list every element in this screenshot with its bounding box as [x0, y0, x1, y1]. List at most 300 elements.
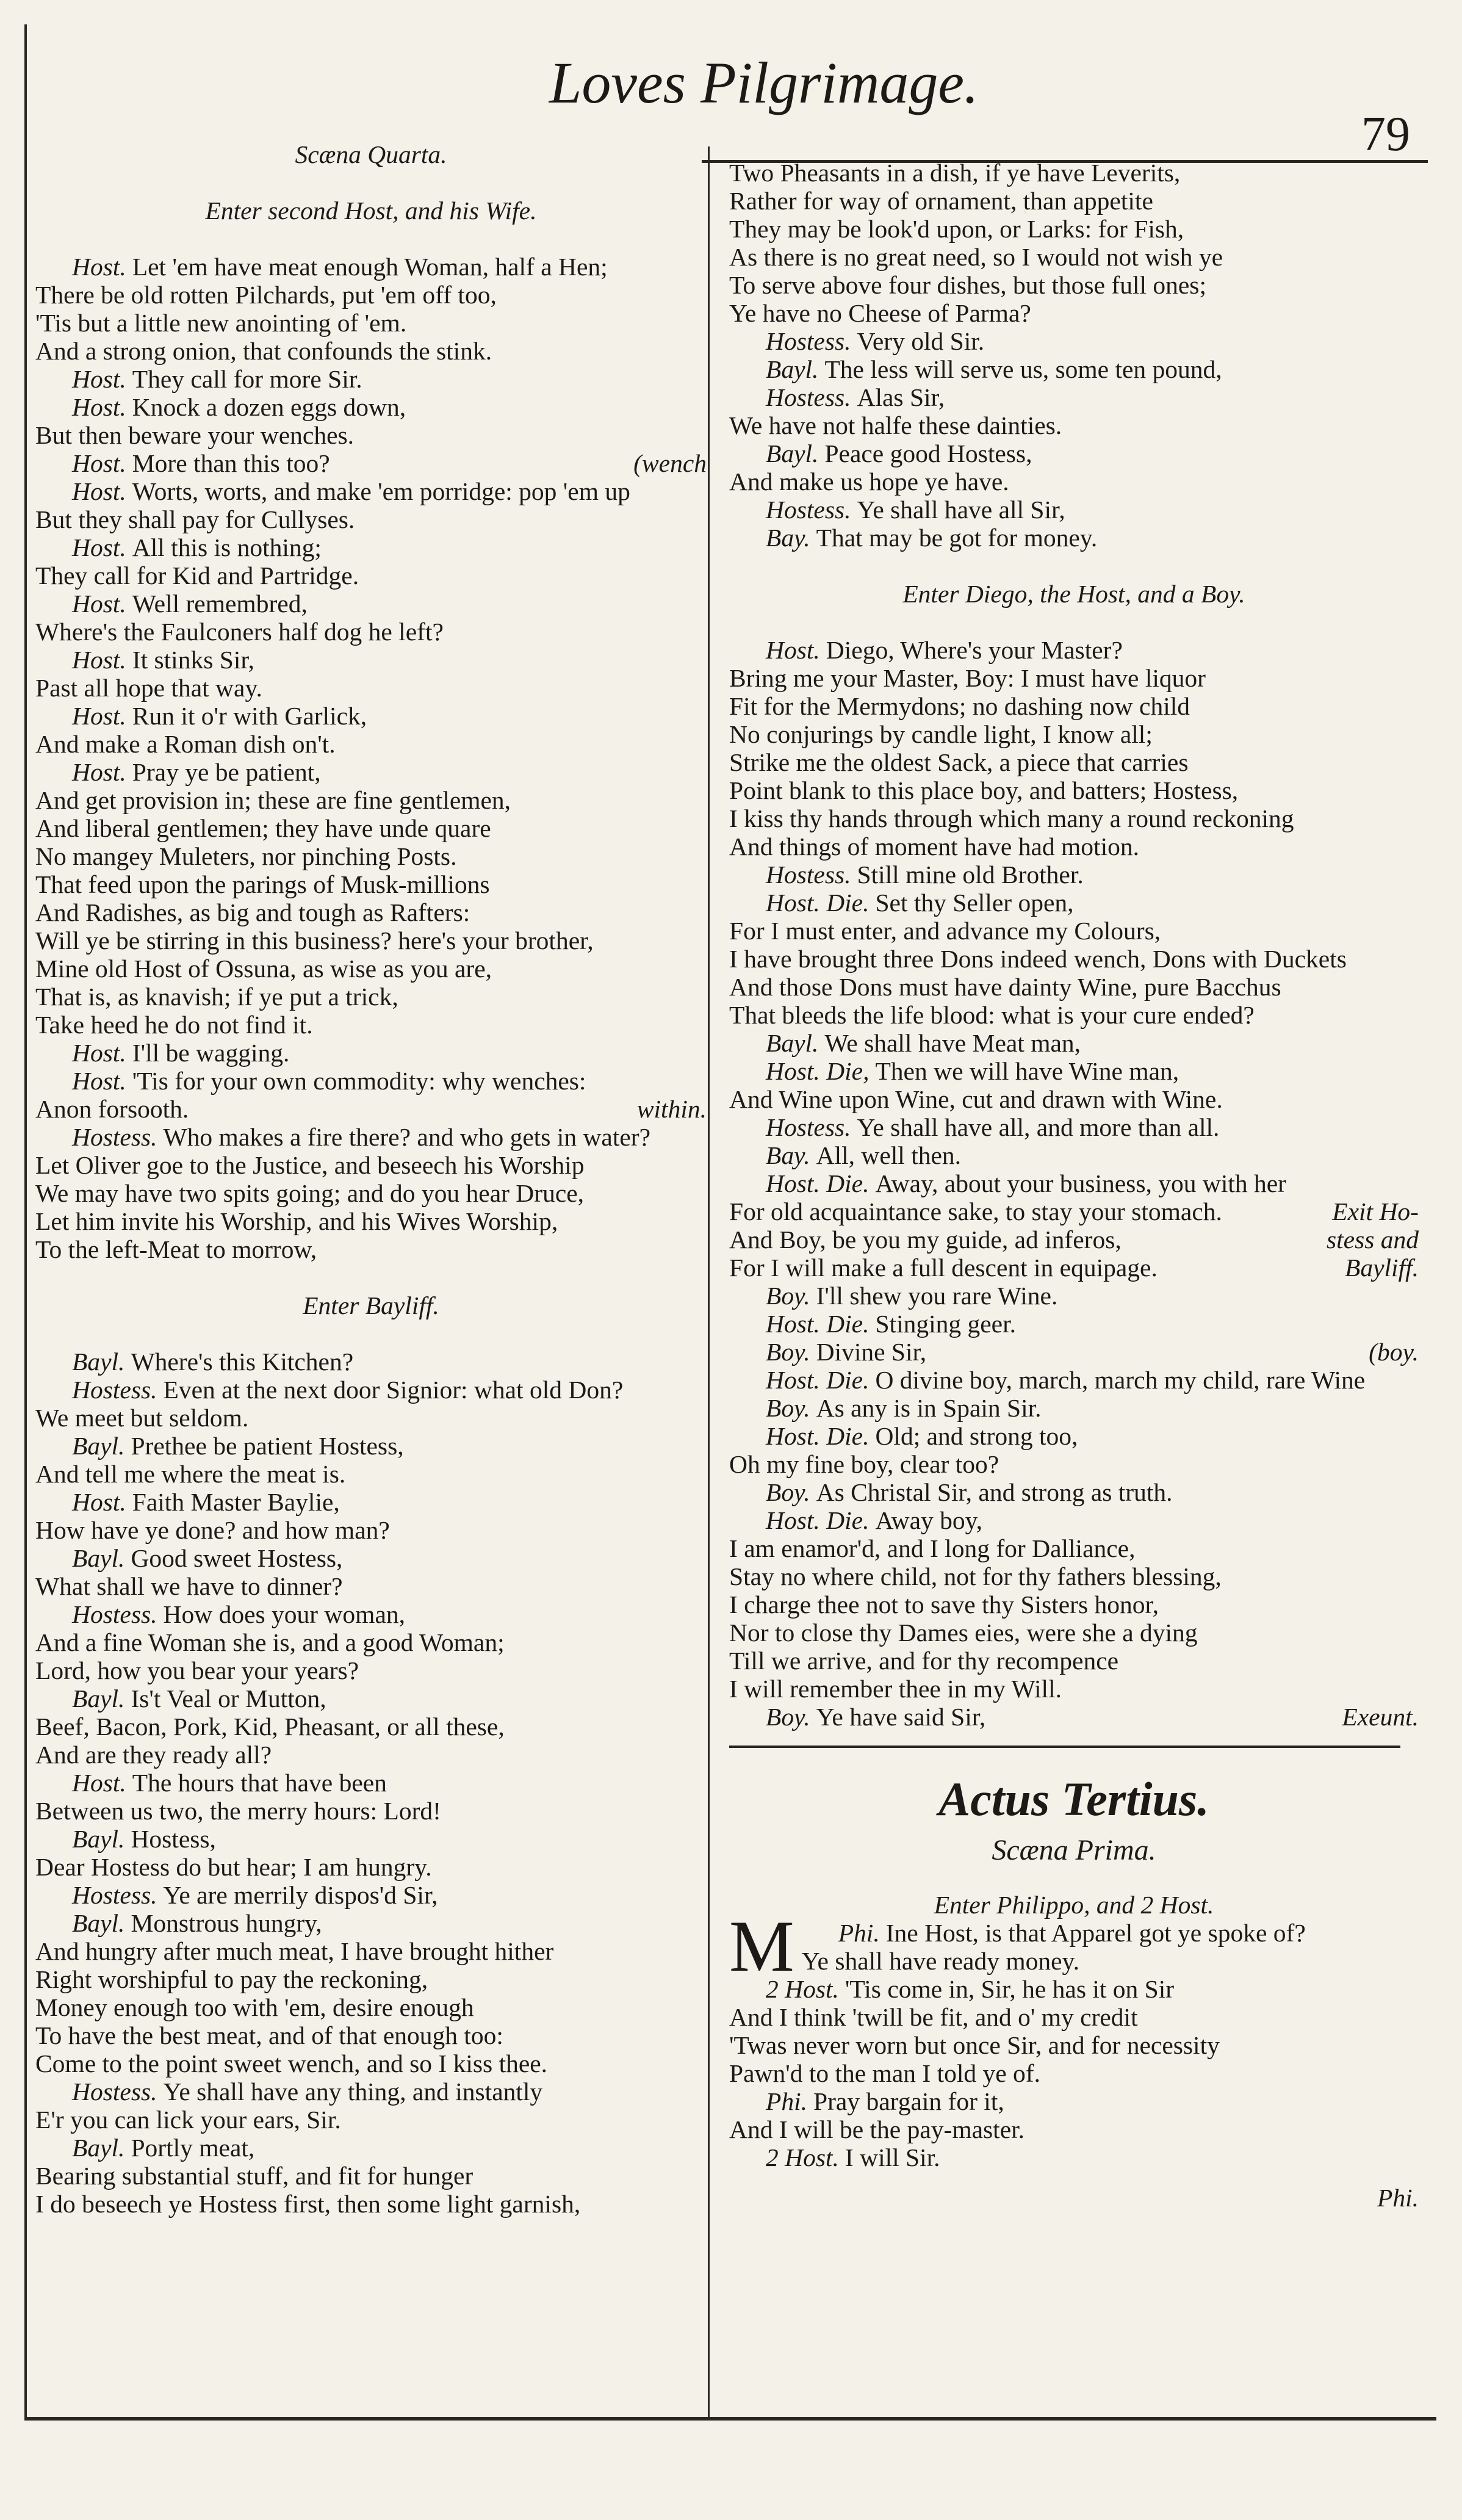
speech-line: [35, 1544, 707, 1572]
line-text: Let him invite his Worship, and his Wives Worship,: [35, 1207, 558, 1235]
line-text: And hungry after much meat, I have brought hither: [35, 1937, 554, 1965]
line-text: Worts, worts, and make 'em porridge: pop 'em up: [132, 477, 630, 505]
verse-line: [729, 1085, 1419, 1113]
verse-line: [729, 917, 1419, 945]
column-divider: [708, 146, 710, 2417]
spacer: [35, 225, 707, 253]
speaker-name: Phi.: [838, 1919, 880, 1947]
line-text: That is, as knavish; if ye put a trick,: [35, 983, 398, 1011]
speaker-name: Host.: [72, 702, 126, 730]
page-number: 79: [1361, 107, 1410, 161]
verse-line: [729, 1450, 1419, 1478]
verse-line: [729, 187, 1419, 215]
speech-line: [35, 1684, 707, 1713]
speaker-name: Hostess.: [766, 327, 851, 355]
verse-line: [729, 832, 1419, 861]
verse-line: [35, 1628, 707, 1656]
line-text: No conjurings by candle light, I know all;: [729, 720, 1153, 748]
line-text: Very old Sir.: [857, 327, 985, 355]
line-text: I kiss thy hands through which many a round reckoning: [729, 804, 1294, 832]
line-text: We may have two spits going; and do you hear Druce,: [35, 1179, 585, 1207]
line-text: Alas Sir,: [857, 383, 945, 411]
spacer: [729, 608, 1419, 636]
line-text: That bleeds the life blood: what is your cure ended?: [729, 1001, 1255, 1029]
spacer: [35, 1263, 707, 1291]
speaker-name: Hostess.: [72, 1600, 157, 1628]
line-text: And are they ready all?: [35, 1741, 272, 1769]
speaker-name: Bay.: [766, 1141, 810, 1169]
line-text: And tell me where the meat is.: [35, 1460, 346, 1488]
speech-line: [729, 889, 1419, 917]
speech-line: [729, 327, 1419, 355]
verse-line: [729, 2115, 1419, 2143]
line-text: O divine boy, march, march my child, rare Wine: [875, 1366, 1366, 1394]
line-text: For I must enter, and advance my Colours,: [729, 917, 1161, 945]
line-text: Come to the point sweet wench, and so I kiss thee.: [35, 2049, 548, 2078]
speaker-name: Bay.: [766, 524, 810, 552]
verse-line: [729, 1619, 1419, 1647]
line-text: Then we will have Wine man,: [875, 1057, 1179, 1085]
running-title: Loves Pilgrimage.: [549, 50, 979, 115]
margin-note: (boy.: [1369, 1338, 1419, 1366]
line-text: As there is no great need, so I would not wish ye: [729, 243, 1223, 271]
speech-line: [729, 1506, 1419, 1534]
line-text: They call for Kid and Partridge.: [35, 561, 359, 590]
line-text: And a strong onion, that confounds the stink.: [35, 337, 492, 365]
speech-line: [35, 1488, 707, 1516]
line-text: We meet but seldom.: [35, 1404, 249, 1432]
speech-line: [35, 1909, 707, 1937]
line-text: 'Tis but a little new anointing of 'em.: [35, 309, 407, 337]
line-text: We shall have Meat man,: [824, 1029, 1081, 1057]
line-text: And liberal gentlemen; they have unde quare: [35, 814, 491, 842]
line-text: Point blank to this place boy, and batters; Hostess,: [729, 776, 1239, 804]
line-text: Between us two, the merry hours: Lord!: [35, 1797, 441, 1825]
line-text: Bring me your Master, Boy: I must have liquor: [729, 664, 1206, 692]
line-text: Stay no where child, not for thy fathers blessing,: [729, 1562, 1222, 1590]
speaker-name: Host.: [72, 1067, 126, 1095]
line-text: Will ye be stirring in this business? here's your brother,: [35, 926, 594, 955]
line-text: I will remember thee in my Will.: [729, 1675, 1062, 1703]
line-text: Rather for way of ornament, than appetite: [729, 187, 1153, 215]
speech-line: [35, 1067, 707, 1095]
verse-line: [35, 842, 707, 870]
line-text: Monstrous hungry,: [131, 1909, 322, 1937]
speaker-name: 2 Host.: [766, 1975, 839, 2003]
verse-line: [35, 2106, 707, 2134]
line-text: Oh my fine boy, clear too?: [729, 1450, 999, 1478]
line-text: That feed upon the parings of Musk-millions: [35, 870, 490, 898]
speech-line: [35, 646, 707, 674]
line-text: And make a Roman dish on't.: [35, 730, 336, 758]
stage-direction: Enter Philippo, and 2 Host.: [934, 1891, 1214, 1919]
line-text: Away boy,: [875, 1506, 983, 1534]
line-text: I have brought three Dons indeed wench, Dons with Duckets: [729, 945, 1347, 973]
line-text: Ye are merrily dispos'd Sir,: [163, 1881, 438, 1909]
line-text: As any is in Spain Sir.: [816, 1394, 1042, 1422]
speaker-name: Bayl.: [72, 1909, 125, 1937]
verse-line: [35, 2049, 707, 2078]
line-text: I charge thee not to save thy Sisters honor,: [729, 1590, 1159, 1619]
right-column: [729, 159, 1419, 2212]
line-text: And I will be the pay-master.: [729, 2115, 1025, 2143]
speaker-name: Bayl.: [72, 1348, 125, 1376]
speech-line: [729, 2087, 1419, 2115]
line-text: Ye shall have ready money.: [801, 1947, 1079, 1975]
line-text: Ye have said Sir,: [816, 1703, 986, 1731]
line-text: Set thy Seller open,: [875, 889, 1074, 917]
line-text: How have ye done? and how man?: [35, 1516, 390, 1544]
speaker-name: Boy.: [766, 1703, 810, 1731]
speech-line: [729, 1029, 1419, 1057]
speaker-name: Host.: [72, 477, 126, 505]
speaker-name: Hostess.: [72, 2078, 157, 2106]
line-text: Past all hope that way.: [35, 674, 262, 702]
speaker-name: Host. Die.: [766, 1169, 870, 1197]
speech-line: [729, 1113, 1419, 1141]
verse-line: [729, 159, 1419, 187]
line-text: Stinging geer.: [875, 1310, 1016, 1338]
line-text: The hours that have been: [132, 1769, 387, 1797]
line-text: Dear Hostess do but hear; I am hungry.: [35, 1853, 432, 1881]
speech-line: [35, 758, 707, 786]
speaker-name: Bayl.: [766, 355, 819, 383]
line-text: Away, about your business, you with her: [875, 1169, 1286, 1197]
line-text: I will Sir.: [844, 2143, 940, 2172]
verse-line: [35, 281, 707, 309]
verse-line: [35, 1656, 707, 1684]
verse-line: [729, 1001, 1419, 1029]
verse-line: [729, 973, 1419, 1001]
line-text: I do beseech ye Hostess first, then some light garnish,: [35, 2190, 581, 2218]
line-text: For I will make a full descent in equipage.: [729, 1254, 1158, 1282]
speaker-name: Host.: [72, 590, 126, 618]
verse-line: [35, 898, 707, 926]
verse-line: [729, 2003, 1419, 2031]
line-text: Money enough too with 'em, desire enough: [35, 1993, 474, 2021]
speaker-name: Hostess.: [766, 383, 851, 411]
verse-line: [729, 1534, 1419, 1562]
speech-line: [729, 2143, 1419, 2172]
margin-note: (wench: [633, 449, 707, 477]
line-text: That may be got for money.: [816, 524, 1098, 552]
line-text: Old; and strong too,: [875, 1422, 1078, 1450]
line-text: Strike me the oldest Sack, a piece that carries: [729, 748, 1189, 776]
speech-line: [729, 1282, 1419, 1310]
speaker-name: Host. Die.: [766, 1366, 870, 1394]
line-text: Knock a dozen eggs down,: [132, 393, 406, 421]
line-text: To the left-Meat to morrow,: [35, 1235, 317, 1263]
speech-line: [35, 1769, 707, 1797]
verse-line: [729, 243, 1419, 271]
verse-line: [729, 1590, 1419, 1619]
verse-line: [35, 561, 707, 590]
verse-line: [35, 618, 707, 646]
verse-line: [729, 2059, 1419, 2087]
line-text: No mangey Muleters, nor pinching Posts.: [35, 842, 457, 870]
line-text: Where's this Kitchen?: [131, 1348, 354, 1376]
speaker-name: Hostess.: [72, 1123, 157, 1151]
speech-line: [729, 355, 1419, 383]
speaker-name: Hostess.: [72, 1881, 157, 1909]
verse-line: [35, 983, 707, 1011]
line-text: And Wine upon Wine, cut and drawn with Wine.: [729, 1085, 1223, 1113]
margin-note: within.: [636, 1095, 707, 1123]
verse-line: [35, 2162, 707, 2190]
line-text: Even at the next door Signior: what old Don?: [163, 1376, 624, 1404]
speaker-name: Bayl.: [766, 1029, 819, 1057]
line-text: Still mine old Brother.: [857, 861, 1084, 889]
speaker-name: Host. Die.: [766, 1422, 870, 1450]
speaker-name: Bayl.: [72, 1432, 125, 1460]
line-text: Well remembred,: [132, 590, 308, 618]
stage-direction: Enter Diego, the Host, and a Boy.: [902, 580, 1245, 608]
speech-line: [35, 702, 707, 730]
speech-line: [35, 1348, 707, 1376]
line-text: Let Oliver goe to the Justice, and beseech his Worship: [35, 1151, 585, 1179]
verse-line: [35, 1797, 707, 1825]
line-text: The less will serve us, some ten pound,: [824, 355, 1222, 383]
speech-line: [35, 1600, 707, 1628]
verse-line: [35, 786, 707, 814]
speech-line: [35, 1825, 707, 1853]
line-text: Anon forsooth.: [35, 1095, 189, 1123]
line-text: And Boy, be you my guide, ad inferos,: [729, 1226, 1122, 1254]
line-text: Fit for the Mermydons; no dashing now child: [729, 692, 1190, 720]
speech-line: [729, 636, 1419, 664]
verse-line: [35, 1011, 707, 1039]
verse-line: [35, 1965, 707, 1993]
stage-direction: Enter Bayliff.: [303, 1291, 439, 1320]
speaker-name: Host.: [72, 1039, 126, 1067]
speech-line: [35, 1432, 707, 1460]
speech-line: [729, 1422, 1419, 1450]
verse-line: [35, 1095, 707, 1123]
speech-line: [35, 2134, 707, 2162]
speaker-name: Boy.: [766, 1478, 810, 1506]
speaker-name: Hostess.: [766, 1113, 851, 1141]
verse-line: [35, 814, 707, 842]
speech-line: [729, 861, 1419, 889]
line-text: Lord, how you bear your years?: [35, 1656, 359, 1684]
verse-line: [35, 1151, 707, 1179]
verse-line: [35, 674, 707, 702]
verse-line: [35, 1713, 707, 1741]
speech-line: [35, 1039, 707, 1067]
line-text: 'Tis for your own commodity: why wenches:: [132, 1067, 586, 1095]
speaker-name: Host.: [72, 365, 126, 393]
speaker-name: Phi.: [766, 2087, 808, 2115]
line-text: I am enamor'd, and I long for Dalliance,: [729, 1534, 1136, 1562]
line-text: Ye shall have any thing, and instantly: [163, 2078, 543, 2106]
speech-line: [729, 1338, 1419, 1366]
verse-line: [35, 1853, 707, 1881]
speaker-name: Bayl.: [72, 1684, 125, 1713]
speech-line: [729, 1366, 1419, 1394]
line-text: All this is nothing;: [132, 533, 322, 561]
verse-line: [729, 1562, 1419, 1590]
verse-line: [729, 1947, 1419, 1975]
verse-line: [35, 926, 707, 955]
speech-line: [729, 439, 1419, 468]
margin-note: Exeunt.: [1342, 1703, 1419, 1731]
line-text: And get provision in; these are fine gentlemen,: [35, 786, 511, 814]
line-text: All, well then.: [816, 1141, 962, 1169]
speech-line: [729, 1141, 1419, 1169]
speaker-name: Bayl.: [766, 439, 819, 468]
line-text: Faith Master Baylie,: [132, 1488, 340, 1516]
speaker-name: Boy.: [766, 1282, 810, 1310]
line-text: 'Tis come in, Sir, he has it on Sir: [844, 1975, 1175, 2003]
line-text: And those Dons must have dainty Wine, pure Bacchus: [729, 973, 1281, 1001]
scene-title: Scæna Prima.: [992, 1834, 1156, 1866]
verse-line: [35, 1179, 707, 1207]
right-column-lines: [729, 159, 1419, 1731]
line-text: More than this too?: [132, 449, 330, 477]
line-text: And I think 'twill be fit, and o' my credit: [729, 2003, 1138, 2031]
speech-line: [729, 524, 1419, 552]
line-text: They call for more Sir.: [132, 365, 362, 393]
speaker-name: Host. Die,: [766, 1057, 870, 1085]
line-text: To have the best meat, and of that enough too:: [35, 2021, 503, 2049]
verse-line: [729, 468, 1419, 496]
verse-line: [729, 299, 1419, 327]
speaker-name: Bayl.: [72, 1544, 125, 1572]
line-text: Portly meat,: [131, 2134, 255, 2162]
line-text: It stinks Sir,: [132, 646, 254, 674]
line-text: Is't Veal or Mutton,: [131, 1684, 326, 1713]
line-text: What shall we have to dinner?: [35, 1572, 343, 1600]
speech-line: [729, 1169, 1419, 1197]
speaker-name: Host. Die.: [766, 1506, 870, 1534]
speaker-name: Bayl.: [72, 2134, 125, 2162]
line-text: To serve above four dishes, but those full ones;: [729, 271, 1206, 299]
line-text: But then beware your wenches.: [35, 421, 355, 449]
speech-line: [35, 1881, 707, 1909]
speaker-name: Boy.: [766, 1394, 810, 1422]
speaker-name: Hostess.: [766, 861, 851, 889]
speaker-name: 2 Host.: [766, 2143, 839, 2172]
line-text: Two Pheasants in a dish, if ye have Leverits,: [729, 159, 1181, 187]
verse-line: [729, 271, 1419, 299]
margin-note: Exit Ho-: [1332, 1197, 1419, 1226]
verse-line: [35, 309, 707, 337]
line-text: Who makes a fire there? and who gets in water?: [163, 1123, 651, 1151]
speech-line: [35, 477, 707, 505]
stage-direction: Enter second Host, and his Wife.: [205, 197, 537, 225]
verse-line: [35, 1516, 707, 1544]
line-text: How does your woman,: [163, 1600, 405, 1628]
margin-note: Bayliff.: [1344, 1254, 1419, 1282]
speech-line: [35, 1123, 707, 1151]
line-text: As Christal Sir, and strong as truth.: [816, 1478, 1173, 1506]
speech-line: [35, 590, 707, 618]
verse-line: [35, 1207, 707, 1235]
verse-line: [729, 692, 1419, 720]
speech-line: [35, 533, 707, 561]
verse-line: [729, 945, 1419, 973]
line-text: Ye have no Cheese of Parma?: [729, 299, 1031, 327]
line-text: Hostess,: [131, 1825, 216, 1853]
line-text: And a fine Woman she is, and a good Woman;: [35, 1628, 505, 1656]
speaker-name: Host.: [72, 253, 126, 281]
line-text: Peace good Hostess,: [824, 439, 1032, 468]
verse-line: [35, 2021, 707, 2049]
line-text: Let 'em have meat enough Woman, half a Hen;: [132, 253, 608, 281]
speaker-name: Host.: [72, 758, 126, 786]
verse-line: [35, 421, 707, 449]
speaker-name: Host.: [72, 1488, 126, 1516]
verse-line: [35, 1572, 707, 1600]
speech-line: [35, 449, 707, 477]
line-text: I'll shew you rare Wine.: [816, 1282, 1058, 1310]
spacer: [35, 1320, 707, 1348]
speech-line: [35, 2078, 707, 2106]
speaker-name: Bayl.: [72, 1825, 125, 1853]
spacer: [729, 552, 1419, 580]
line-text: Nor to close thy Dames eies, were she a dying: [729, 1619, 1198, 1647]
left-column: [35, 140, 707, 2218]
act-separator-rule: [729, 1746, 1400, 1748]
line-text: Take heed he do not find it.: [35, 1011, 313, 1039]
line-text: And Radishes, as big and tough as Rafters:: [35, 898, 470, 926]
line-text: Diego, Where's your Master?: [826, 636, 1123, 664]
verse-line: [729, 1675, 1419, 1703]
line-text: Ine Host, is that Apparel got ye spoke of?: [885, 1919, 1306, 1947]
speaker-name: Hostess.: [72, 1376, 157, 1404]
speech-line: [729, 1394, 1419, 1422]
line-text: E'r you can lick your ears, Sir.: [35, 2106, 341, 2134]
verse-line: [35, 2190, 707, 2218]
verse-line: [729, 804, 1419, 832]
line-text: Good sweet Hostess,: [131, 1544, 343, 1572]
verse-line: [729, 1647, 1419, 1675]
line-text: They may be look'd upon, or Larks: for Fish,: [729, 215, 1184, 243]
speech-line: [729, 1703, 1419, 1731]
speaker-name: Host.: [72, 1769, 126, 1797]
line-text: And make us hope ye have.: [729, 468, 1009, 496]
line-text: For old acquaintance sake, to stay your stomach.: [729, 1197, 1222, 1226]
speaker-name: Host.: [72, 393, 126, 421]
line-text: Till we arrive, and for thy recompence: [729, 1647, 1119, 1675]
verse-line: [729, 1254, 1419, 1282]
line-text: Prethee be patient Hostess,: [131, 1432, 404, 1460]
verse-line: [729, 1197, 1419, 1226]
spacer: [35, 168, 707, 197]
verse-line: [729, 664, 1419, 692]
speaker-name: Host.: [766, 636, 820, 664]
line-text: Divine Sir,: [816, 1338, 927, 1366]
line-text: And things of moment have had motion.: [729, 832, 1139, 861]
speech-line: [35, 365, 707, 393]
line-text: There be old rotten Pilchards, put 'em off too,: [35, 281, 497, 309]
speech-line: [729, 1057, 1419, 1085]
speaker-name: Host.: [72, 449, 126, 477]
stage-direction: Scæna Quarta.: [295, 140, 447, 168]
line-text: Mine old Host of Ossuna, as wise as you are,: [35, 955, 492, 983]
speech-line: [35, 393, 707, 421]
verse-line: [729, 776, 1419, 804]
verse-line: [35, 730, 707, 758]
line-text: I'll be wagging.: [132, 1039, 290, 1067]
speaker-name: Host. Die.: [766, 889, 870, 917]
verse-line: [729, 1226, 1419, 1254]
verse-line: [35, 1460, 707, 1488]
line-text: Pray bargain for it,: [813, 2087, 1004, 2115]
line-text: But they shall pay for Cullyses.: [35, 505, 355, 533]
drop-capital: M: [729, 1905, 794, 1987]
line-text: Bearing substantial stuff, and fit for hunger: [35, 2162, 474, 2190]
